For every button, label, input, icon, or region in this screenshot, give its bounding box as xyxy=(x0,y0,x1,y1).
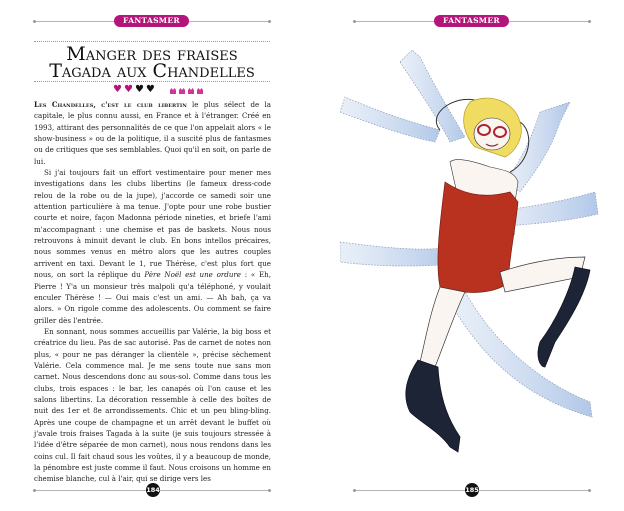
paragraph: Si j'ai toujours fait un effort vestimentaire pour mener mes investigations dans les clubs libertins (le fameux dress-code relou de la robe ou de la jupe), j'accorde ce samedi soir une attention particulière à ma tenue. J'opte pour une robe bustier courte et noire, façon Madonna période nineties, et briefe l'ami m'accompagnant : une chemise et pas de baskets. Nous nous retrouvons à minuit devant le club. En bons intellos précaires, nous sommes venus en métro alors que les autres couples arrivent en taxi. Devant le 1, rue Thérèse, c'est plus fort que nous, on sort la réplique du Père Noël est une ordure : « Eh, Pierre ! Y'a un monsieur très malpoli qu'a téléphoné, y voulait enculer Thérèse ! — Oui mais c'est un ami. — Ah bah, ça va alors. » On rigole comme des adolescents. Ou comment se faire griller dès l'entrée. xyxy=(34,168,271,325)
flame-icons xyxy=(169,86,204,94)
illustration xyxy=(340,42,600,462)
title-divider-top xyxy=(34,41,270,42)
page-number: 184 xyxy=(146,483,160,497)
title-divider-bottom xyxy=(34,81,270,82)
paragraph: En sonnant, nous sommes accueillis par Valérie, la big boss et créatrice du lieu. Pas de sac autorisé. Pas de carnet de notes non plus, « pour ne pas déranger la clientèle », précise sèchement Valérie. Cela commence mal. Je me sens toute nue sans mon carnet. Nous descendons donc au sous-sol. Comme dans tous les clubs, trois espaces : le bar, les canapés où l'on cause et les salons libertins. La décoration ressemble à celle des boîtes de nuit des 1er et 8e arrondissements. Chic et un peu bling-bling. Après une coupe de champagne et un arrêt devant le buffet où j'avale trois fraises Tagada à la suite (je suis toujours stressée à l'idée d'être séparée de mon carnet), nous nous rendons dans les coins cul. Il fait chaud sous les voûtes, il y a beaucoup de monde, la pénombre est juste comme il faut. Nous croisons un homme en chemise blanche, cul à l'air, qui se dirige vers les xyxy=(34,326,271,484)
flame-icon xyxy=(178,86,186,94)
chapter-title-line1: Manger des fraises xyxy=(66,43,238,65)
page-number: 185 xyxy=(465,483,479,497)
section-label: FANTASMER xyxy=(114,15,189,27)
flame-icon xyxy=(169,86,177,94)
boot-left xyxy=(406,360,460,452)
flame-icon xyxy=(196,86,204,94)
chapter-title-line2: Tagada aux Chandelles xyxy=(49,60,255,82)
ratings xyxy=(113,85,204,95)
heart-icon-empty: ♥ xyxy=(134,84,144,95)
paragraph: Les Chandelles, c'est le club libertin le plus sélect de la capitale, le plus connu aussi, en France et à l'étranger. Créé en 1993, attirant des personnalités de ce que l'on appelait alors « le show-business » ou de la politique, il a suscité plus de fantasmes ou de critiques que ses semblables. Quoi qu'il en soit, on parle de lui. xyxy=(34,100,271,166)
section-label: FANTASMER xyxy=(434,15,509,27)
lead-in: Les Chandelles, c'est le club libertin xyxy=(34,100,187,109)
film-title: Père Noël est une ordure xyxy=(144,270,241,280)
flame-icon xyxy=(187,86,195,94)
article-body xyxy=(34,99,271,485)
heart-icon-filled: ♥ xyxy=(123,84,133,95)
heart-icon-empty: ♥ xyxy=(145,84,155,95)
heart-icon-filled: ♥ xyxy=(113,84,122,95)
